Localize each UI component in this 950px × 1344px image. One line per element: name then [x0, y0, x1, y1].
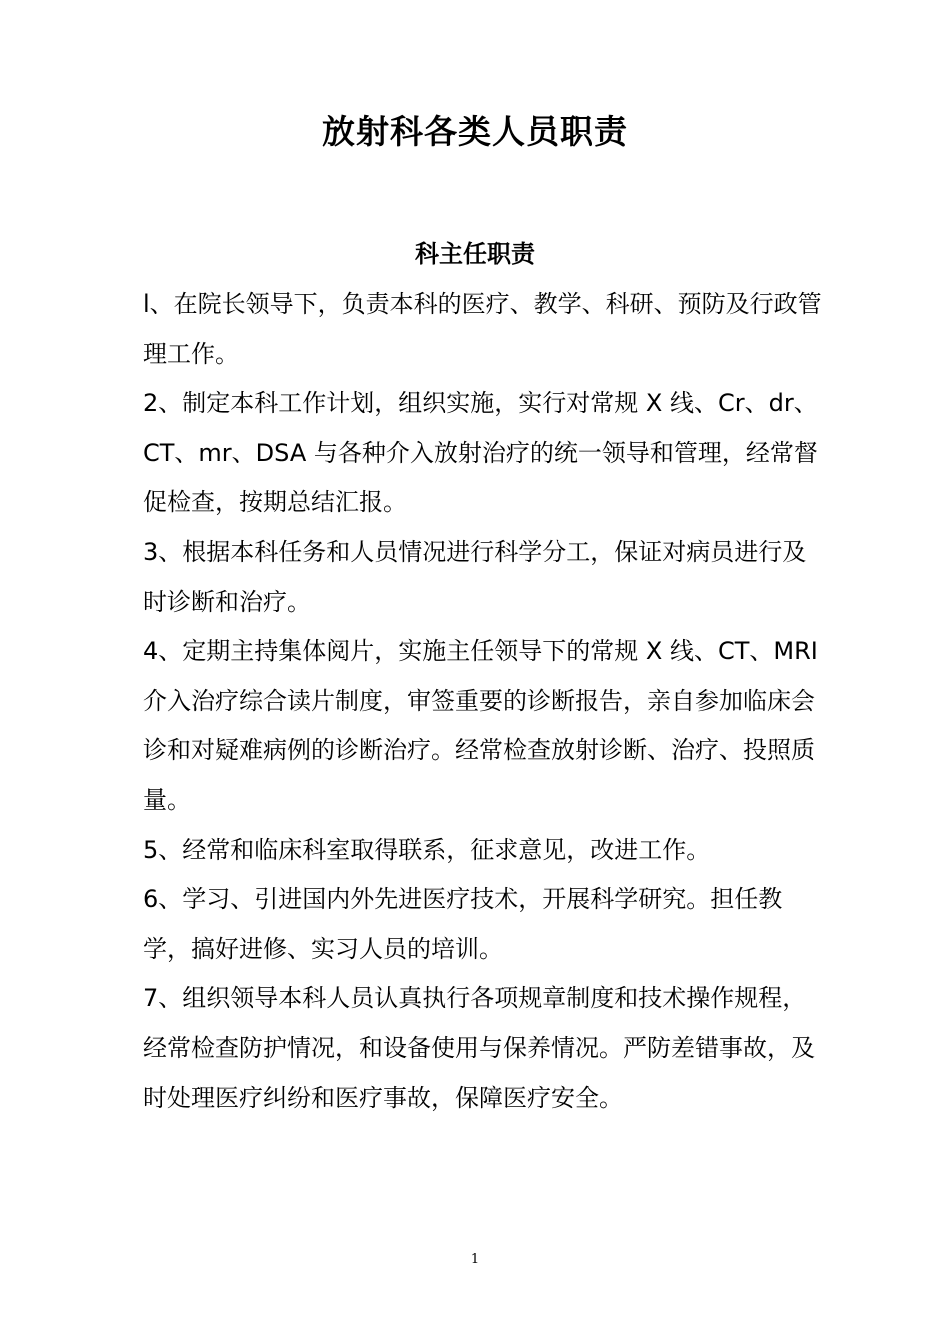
paragraph-6: 6、学习、引进国内外先进医疗技术，开展科学研究。担任教学，搞好进修、实习人员的培训。: [143, 885, 783, 963]
page-number: 1: [470, 1252, 480, 1267]
document-body: [143, 280, 823, 1123]
paragraph-3: 3、根据本科任务和人员情况进行科学分工，保证对病员进行及时诊断和治疗。: [143, 537, 807, 616]
paragraph-4: 4、定期主持集体阅片，实施主任领导下的常规 X 线、CT、MRI 介入治疗综合读片制度，审签重要的诊断报告，亲自参加临床会诊和对疑难病例的诊断治疗。经常检查放射诊断、治疗、投照质量。: [143, 637, 818, 814]
document-title: 放射科各类人员职责: [322, 112, 628, 151]
section-title: 科主任职责: [415, 240, 535, 268]
paragraph-1: l、在院长领导下，负责本科的医疗、教学、科研、预防及行政管理工作。: [143, 290, 822, 368]
paragraph-7: 7、组织领导本科人员认真执行各项规章制度和技术操作规程，经常检查防护情况，和设备使用与保养情况。严防差错事故，及时处理医疗纠纷和医疗事故，保障医疗安全。: [143, 984, 815, 1112]
paragraph-2: 2、制定本科工作计划，组织实施，实行对常规 X 线、Cr、dr、CT、mr、DSA 与各种介入放射治疗的统一领导和管理，经常督促检查，按期总结汇报。: [143, 389, 818, 517]
paragraph-5: 5、经常和临床科室取得联系，征求意见，改进工作。: [143, 835, 711, 864]
